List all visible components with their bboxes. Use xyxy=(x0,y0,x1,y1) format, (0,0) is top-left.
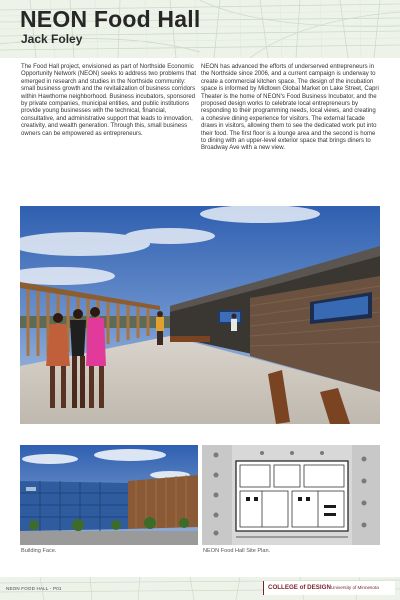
college-logo xyxy=(263,581,395,595)
college-name: COLLEGE of DESIGN xyxy=(268,584,331,591)
course-label: NEON FOOD HALL - P01 xyxy=(6,586,62,591)
building-face-image xyxy=(20,445,198,545)
university-name: University of Minnesota xyxy=(331,585,379,590)
footer-band xyxy=(0,577,400,600)
hero-rendering-image xyxy=(20,206,380,424)
site-plan-image xyxy=(202,445,380,545)
page-title: NEON Food Hall xyxy=(20,6,201,32)
header-band xyxy=(0,0,400,58)
building-face-caption: Building Face. xyxy=(21,548,57,554)
author-name: Jack Foley xyxy=(21,32,83,46)
intro-paragraph-right: NEON has advanced the efforts of underserved entrepreneurs in the Northside since 2006, and a current campaign is underway to create a commercial kitchen space. The design of the incubation space is informed by Midtown Global Market on Lake Street, Capri Theater is the home of NEON's Food Business Incubator, and the proposed design works to celebrate local entrepreneurs by responding to their programming needs, local views, and creating a cohesive dining experience for visitors. The external facade draws in visitors, allowing them to see the dedicated work put into their food. The first floor is a lounge area and the second is home to dining with an upper-level exterior space that brings diners to Broadway Ave with a new view. xyxy=(201,64,379,152)
site-plan-caption: NEON Food Hall Site Plan. xyxy=(203,548,271,554)
intro-paragraph-left: The Food Hall project, envisioned as part of Northside Economic Opportunity Network (NEON) seeks to address two problems that emerged in research and studies in the Northside community: small business growth and the revitalization of business corridors within Hawthorne neighborhood. Business incubators, sponsored by private companies, municipal entities, and public institutions provide young businesses with the technical, financial, consultative, and administrative support that leads to innovation, creativity, and wealth generation. Through this, small business owners can be empowered as entrepreneurs. xyxy=(21,64,197,137)
